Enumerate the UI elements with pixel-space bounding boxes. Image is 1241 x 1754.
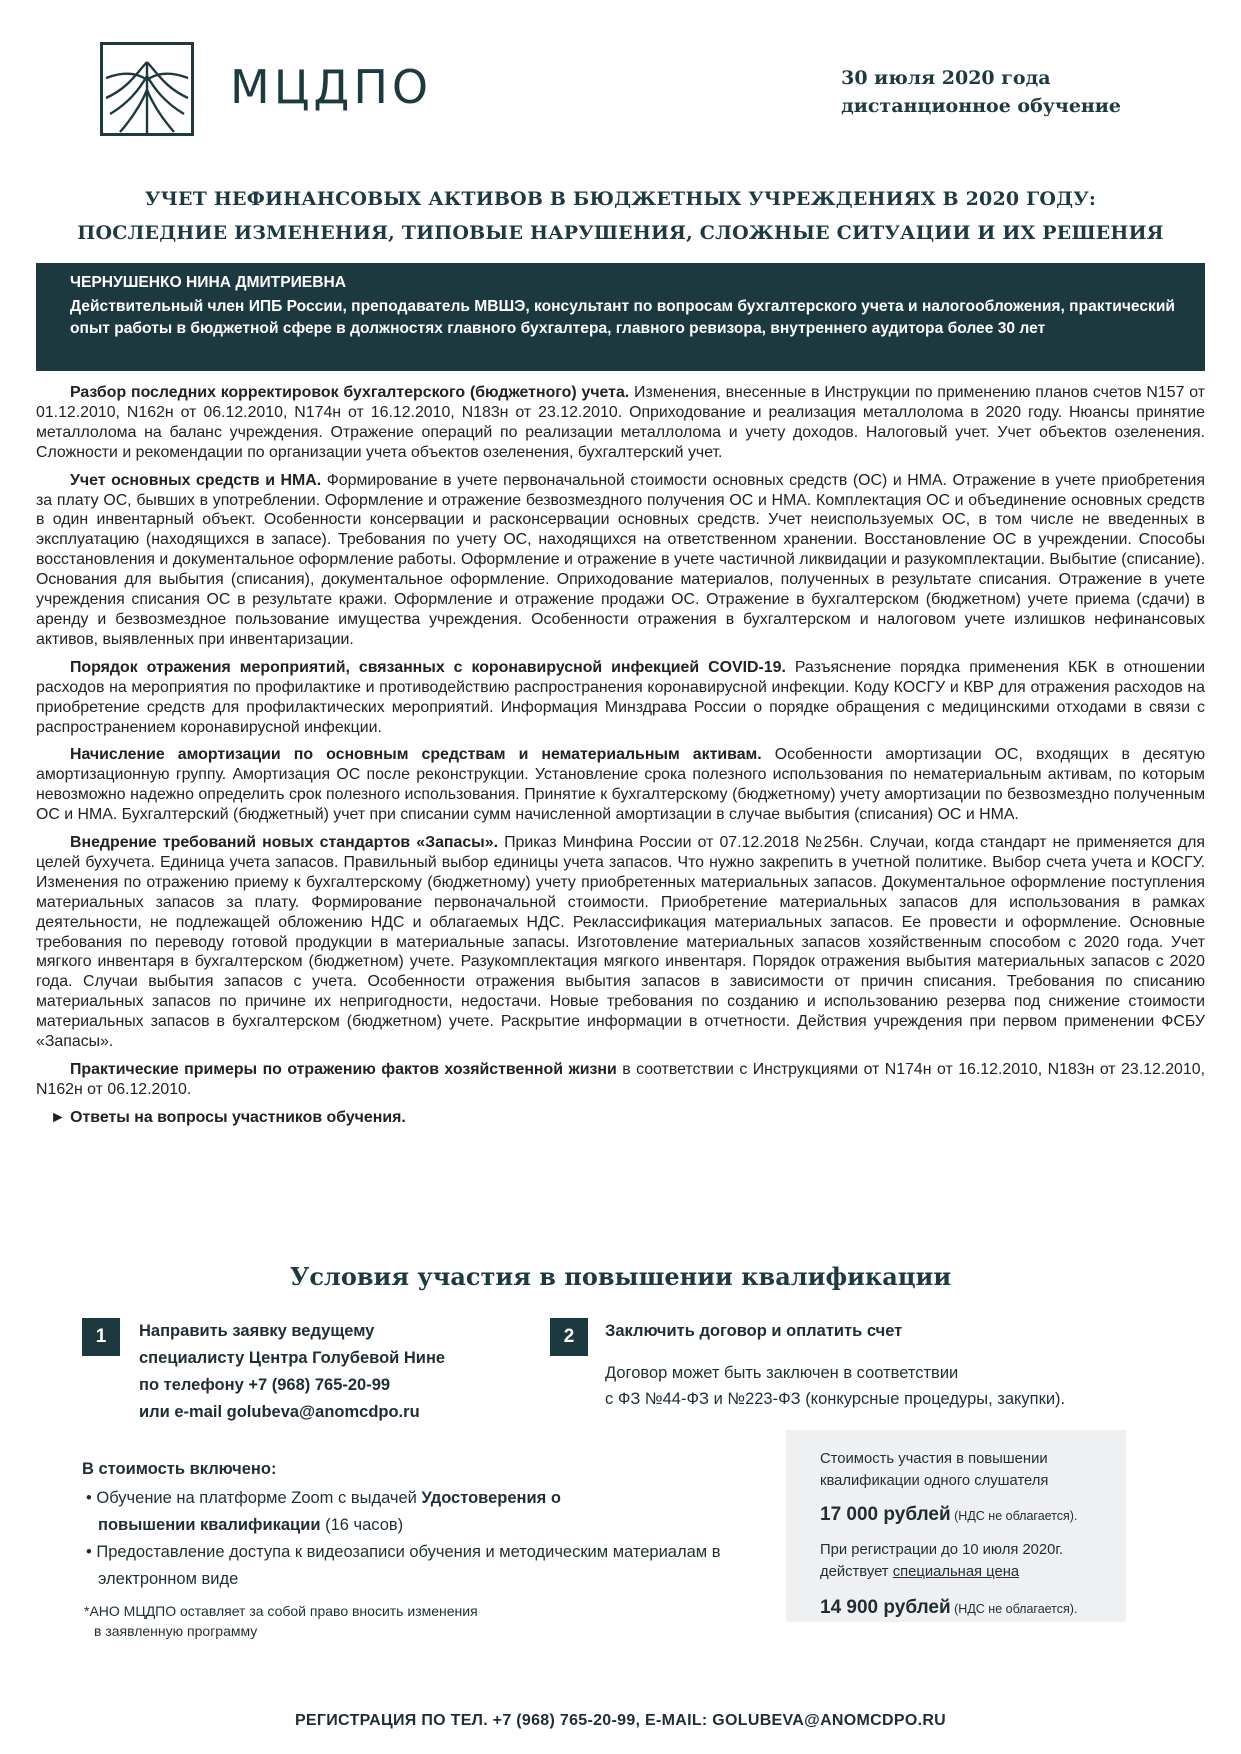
included-item-hours: (16 часов) [320, 1516, 404, 1534]
section-lead: Внедрение требований новых стандартов «Запасы». [70, 834, 499, 852]
event-date-block [841, 64, 1121, 120]
step-2-line: с ФЗ №44-ФЗ и №223-ФЗ (конкурсные процедуры, закупки). [605, 1390, 1066, 1408]
step-2-text [605, 1360, 1065, 1412]
included-item: • Обучение на платформе Zoom с выдачей Удостоверения о повышении квалификации (16 часов) [86, 1489, 561, 1534]
registration-footer: РЕГИСТРАЦИЯ ПО ТЕЛ. +7 (968) 765-20-99, E-MAIL: GOLUBEVA@ANOMCDPO.RU [294, 1712, 947, 1729]
step-1-line: специалисту Центра Голубевой Нине [139, 1349, 446, 1367]
answers-bullet: ► Ответы на вопросы участников обучения. [50, 1108, 406, 1126]
special-price: 14 900 рублей [820, 1597, 951, 1618]
conditions-heading: Условия участия в повышении квалификации [289, 1262, 952, 1291]
certificate-label: Удостоверения о повышении квалификации [98, 1489, 561, 1534]
section-lead: Практические примеры по отражению фактов хозяйственной жизни [70, 1061, 617, 1078]
step-1-line: Направить заявку ведущему [139, 1322, 375, 1340]
disclaimer-note [82, 1601, 722, 1641]
section-text: Формирование в учете первоначальной стоимости основных средств (ОС) и НМА. Отражение в учете приобретения за плату ОС, бывших в употреблении. Оформление и отражение безвозмездного получения ОС и НМА. Комплектация ОС и объединение основных средств в один инвентарный объект. Особенности консервации и расконсервации основных средств. Учет неиспользуемых ОС, в том числе не введенных в эксплуатацию (находящихся в запасе). Требования по учету ОС, находящихся на ответственном хранении. Восстановление ОС в учреждении. Способы восстановления и документальное оформление работы. Оформление и отражение в учете частичной ликвидации и разукомплектации. Выбытие (списание). Основания для выбытия (списания), документальное оформление. Оприходование материалов, полученных в результате списания. Отражение в учете учреждения списания ОС в результате кражи. Оформление и отражение продажи ОС. Отражение в бухгалтерском (бюджетном) учете приема (сдачи) в аренду и безвозмездное пользование имущества учреждения. Особенности отражения в бухгалтерском и налоговом учете излишков нефинансовых активов, выявленных при инвентаризации. [36, 471, 1205, 648]
step-1-email: или e-mail golubeva@anomcdpo.ru [139, 1403, 420, 1421]
speaker-bio: Действительный член ИПБ России, преподаватель МВШЭ, консультант по вопросам бухгалтерского учета и налогообложения, практический опыт работы в бюджетной сфере в должностях главного бухгалтера, главного ревизора, внутреннего аудитора более 30 лет [70, 298, 1175, 337]
section-text: в соответствии с Инструкциями от N174н от 16.12.2010, N183н от 23.12.2010, N162н от 06.12.2010. [36, 1061, 1205, 1098]
section-text: Приказ Минфина России от 07.12.2018 №256н. Случаи, когда стандарт не применяется для целей бухучета. Единица учета запасов. Правильный выбор единицы учета запасов. Что нужно закрепить в учетной политике. Выбор счета учета и КОСГУ. Изменения по отражению приему к бухгалтерскому (бюджетному) учету приобретенных материальных запасов. Документальное оформление поступления материальных запасов за плату. Формирование первоначальной стоимости. Приобретение материальных запасов для использования в рамках деятельности, не подлежащей обложению НДС и облагаемых НДС. Реклассификация материальных запасов. Ее провести и оформление. Основные требования по переводу готовой продукции в материальные запасы. Изготовление материальных запасов хозяйственным способом с 2020 года. Учет мягкого инвентаря в бухгалтерском (бюджетном) учете. Разукомплектация мягкого инвентаря. Порядок отражения выбытия материальных запасов с 2020 года. Случаи выбытия запасов с учета. Особенности отражения выбытия запасов в зависимости от причин списания. Требования по списанию материальных запасов по причине их непригодности, недостачи. Новые требования по созданию и использованию резерва под снижение стоимости материальных запасов в бухгалтерском (бюджетном) учете. Раскрытие информации в отчетности. Действия учреждения при первом применении ФСБУ «Запасы». [36, 834, 1205, 1051]
included-heading: В стоимость включено: [82, 1460, 277, 1478]
event-date: 30 июля 2020 года [841, 67, 1051, 89]
program-section [36, 1060, 1205, 1100]
special-price-note [820, 1561, 1106, 1583]
program-section [36, 745, 1205, 825]
step-1-text [139, 1318, 519, 1426]
title-line-1: УЧЕТ НЕФИНАНСОВЫХ АКТИВОВ В БЮДЖЕТНЫХ УЧРЕЖДЕНИЯХ В 2020 ГОДУ: [144, 188, 1097, 210]
title-line-2: ПОСЛЕДНИЕ ИЗМЕНЕНИЯ, ТИПОВЫЕ НАРУШЕНИЯ, СЛОЖНЫЕ СИТУАЦИИ И ИХ РЕШЕНИЯ [77, 222, 1164, 244]
step-2-badge: 2 [550, 1318, 588, 1356]
program-section [36, 658, 1205, 738]
price-box [786, 1430, 1126, 1622]
section-lead: Порядок отражения мероприятий, связанных с коронавирусной инфекцией COVID-19. [70, 658, 786, 676]
price-intro: квалификации одного слушателя [820, 1473, 1049, 1489]
section-text: Разъяснение порядка применения КБК в отношении расходов на мероприятия по профилактике и противодействию распространения коронавирусной инфекции. Коду КОСГУ и КВР для отражения расходов на приобретение средств для профилактических мероприятий. Информация Минздрава России о порядке обращения с медицинскими отходами в связи с распространением коронавирусной инфекции. [36, 658, 1205, 736]
section-lead: Учет основных средств и НМА. [70, 471, 322, 489]
full-price-row [820, 1504, 1106, 1527]
section-text: Изменения, внесенные в Инструкции по применению планов счетов N157 от 01.12.2010, N162н от 06.12.2010, N174н от 16.12.2010, N183н от 23.12.2010. Оприходование и реализация металлолома в 2020 году. Нюансы принятие металлолома на баланс учреждения. Отражение операций по реализации металлолома и учету доходов. Налоговый учет. Учет объектов озеленения. Сложности и рекомендации по организации учета объектов озеленения, бухгалтерский учет. [36, 384, 1205, 461]
included-item-text: Обучение на платформе Zoom с выдачей [96, 1489, 422, 1507]
program-body [36, 383, 1205, 1128]
early-registration-note: При регистрации до 10 июля 2020г. [820, 1542, 1064, 1558]
vat-note: (НДС не облагается). [950, 1509, 1078, 1523]
note-line: в заявленную программу [94, 1623, 258, 1639]
program-section [36, 471, 1205, 650]
section-lead: Разбор последних корректировок бухгалтерского (бюджетного) учета. [70, 384, 630, 401]
vat-note: (НДС не облагается). [950, 1602, 1078, 1616]
event-format: дистанционное обучение [841, 95, 1121, 117]
speaker-banner [36, 263, 1205, 371]
logo-emblem-icon [100, 42, 194, 136]
included-block [82, 1456, 722, 1641]
seminar-title [40, 182, 1201, 250]
included-item-text: Предоставление доступа к видеозаписи обучения и методическим материалам в электронном виде [96, 1543, 721, 1588]
special-price-prefix: действует [820, 1564, 893, 1580]
note-line: *АНО МЦДПО оставляет за собой право вносить изменения [84, 1603, 478, 1619]
speaker-name: ЧЕРНУШЕНКО НИНА ДМИТРИЕВНА [70, 274, 346, 291]
section-lead: Начисление амортизации по основным средствам и нематериальным активам. [70, 746, 762, 764]
step-2-title: Заключить договор и оплатить счет [605, 1322, 903, 1340]
brand-name: МЦДПО [230, 60, 433, 114]
step-2-line: Договор может быть заключен в соответствии [605, 1364, 959, 1382]
full-price: 17 000 рублей [820, 1504, 951, 1525]
special-price-row [820, 1597, 1106, 1620]
program-section [36, 833, 1205, 1052]
program-section [36, 383, 1205, 463]
included-item: • Предоставление доступа к видеозаписи обучения и методическим материалам в электронном виде [86, 1543, 721, 1588]
section-text: Особенности амортизации ОС, входящих в десятую амортизационную группу. Амортизация ОС после реконструкции. Установление срока полезного использования по нематериальным активам, по которым невозможно надежно определить срок полезного использования. Принятие к бухгалтерскому (бюджетному) учету амортизации по безвозмездно полученным ОС и НМА. Бухгалтерский (бюджетный) учет при списании сумм начисленной амортизации в случае выбытия (списания) ОС и НМА. [36, 746, 1205, 824]
step-1-phone: по телефону +7 (968) 765-20-99 [139, 1376, 391, 1394]
special-price-label: специальная цена [892, 1564, 1020, 1580]
price-intro: Стоимость участия в повышении [820, 1451, 1048, 1467]
step-1-badge: 1 [82, 1318, 120, 1356]
